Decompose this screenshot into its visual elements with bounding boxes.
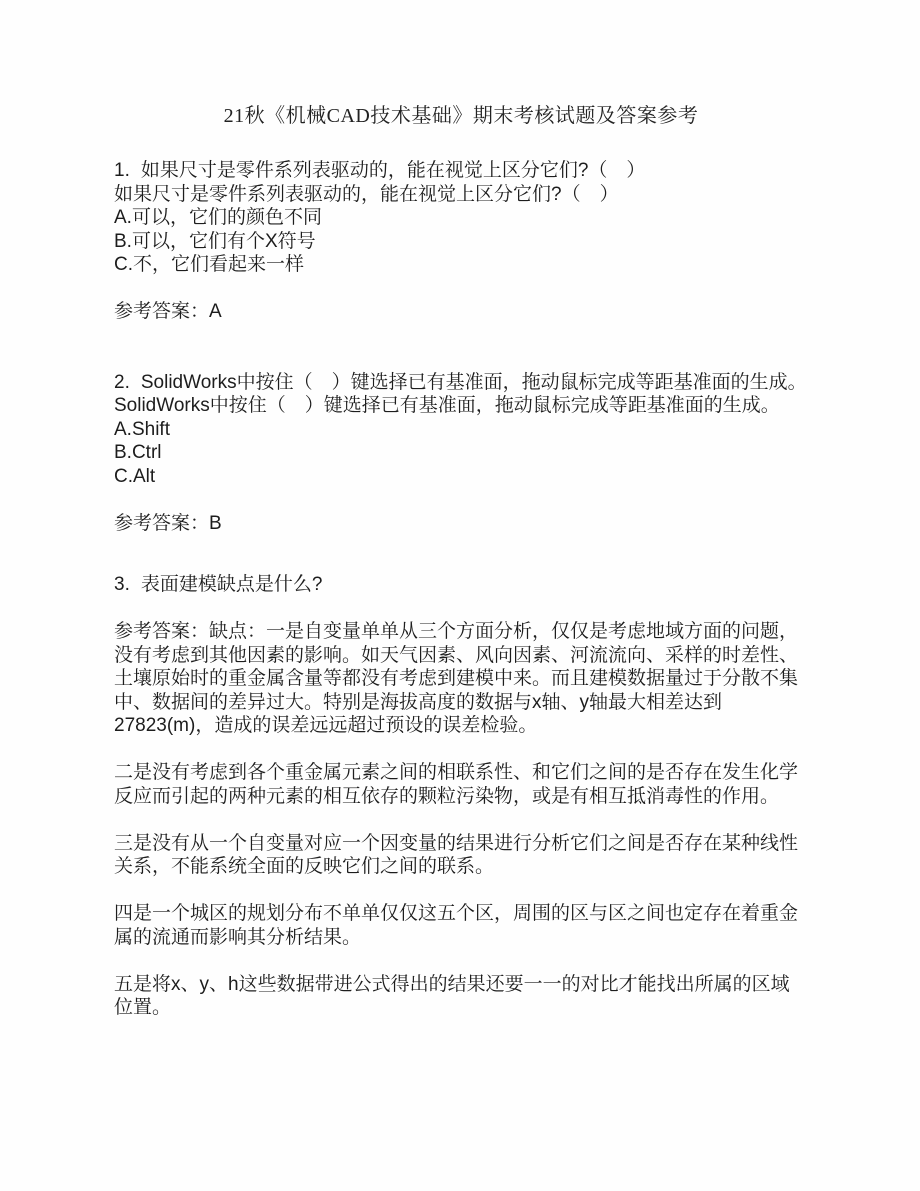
question-1: [114, 159, 808, 324]
question-1-stem-repeat: 如果尺寸是零件系列表驱动的，能在视觉上区分它们?（ ）: [114, 183, 619, 205]
question-2-option-b: B.Ctrl: [114, 442, 162, 463]
question-3-number: 3.: [114, 574, 130, 595]
question-1-number: 1.: [114, 160, 130, 181]
question-2-stem-repeat: SolidWorks中按住（ ）键选择已有基准面，拖动鼠标完成等距基准面的生成。: [114, 395, 780, 416]
question-2-option-c: C.Alt: [114, 465, 156, 487]
question-1-option-a: A.可以，它们的颜色不同: [114, 207, 322, 228]
question-3-answer-paragraph-2: 二是没有考虑到各个重金属元素之间的相联系性、和它们之间的是否存在发生化学反应而引起的两种元素的相互依存的颗粒污染物，或是有相互抵消毒性的作用。: [114, 762, 799, 807]
question-1-answer: [114, 300, 808, 324]
question-3-answer-paragraph-3: 三是没有从一个自变量对应一个因变量的结果进行分析它们之间是否存在某种线性关系，不能系统全面的反映它们之间的联系。: [114, 832, 799, 877]
question-2-answer-value: B: [209, 512, 222, 534]
question-2-number: 2.: [114, 371, 130, 393]
question-1-stem-line: [114, 159, 808, 183]
question-2-option-a: A.Shift: [114, 418, 170, 440]
question-3-stem-line: [114, 573, 808, 597]
question-3-answer-paragraph-5: 五是将x、y、h这些数据带进公式得出的结果还要一一的对比才能找出所属的区域位置。: [114, 973, 790, 1018]
question-1-option-b: B.可以，它们有个X符号: [114, 230, 316, 252]
question-2: [114, 371, 808, 536]
question-3: [114, 573, 808, 1020]
question-1-stem: 如果尺寸是零件系列表驱动的，能在视觉上区分它们?（ ）: [140, 160, 646, 181]
question-2-stem: SolidWorks中按住（ ）键选择已有基准面，拖动鼠标完成等距基准面的生成。: [140, 371, 807, 393]
question-1-answer-label: 参考答案：: [114, 301, 210, 322]
page-title: 21秋《机械CAD技术基础》期末考核试题及答案参考: [223, 105, 699, 127]
question-3-answer-paragraph-1: 参考答案：缺点：一是自变量单单从三个方面分析，仅仅是考虑地域方面的问题，没有考虑到其他因素的影响。如天气因素、风向因素、河流流向、采样的时差性、土壤原始时的重金属含量等都没有考虑到建模中来。而且建模数据量过于分散不集中、数据间的差异过大。特别是海拔高度的数据与x轴、y轴最大相差达到27823(m)，造成的误差远远超过预设的误差检验。: [114, 621, 799, 736]
question-1-option-c: C.不，它们看起来一样: [114, 254, 305, 275]
question-3-stem: 表面建模缺点是什么?: [140, 574, 323, 595]
question-2-stem-line: [114, 371, 808, 395]
question-3-answer-paragraph-4: 四是一个城区的规划分布不单单仅仅这五个区，周围的区与区之间也定存在着重金属的流通而影响其分析结果。: [114, 903, 799, 948]
question-2-answer: [114, 512, 808, 536]
question-2-answer-label: 参考答案：: [114, 512, 210, 534]
question-1-answer-value: A: [209, 301, 222, 322]
